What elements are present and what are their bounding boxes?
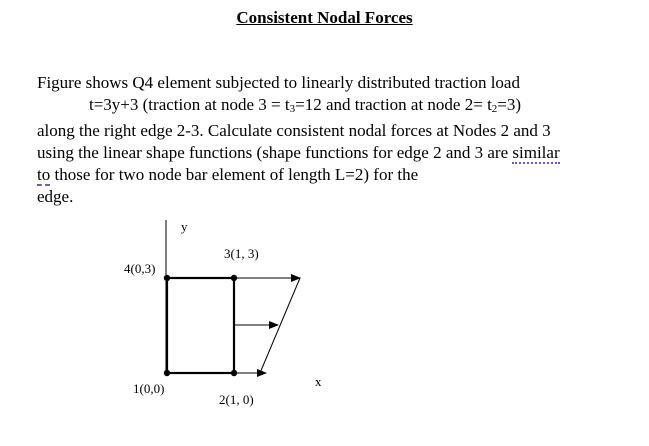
node-3-label: 3(1, 3)	[224, 246, 259, 261]
traction-close: =3)	[497, 95, 522, 114]
node-4	[164, 275, 170, 281]
page-title: Consistent Nodal Forces	[236, 8, 413, 27]
problem-line-4-text: using the linear shape functions (shape functions for edge 2 and 3 are	[37, 143, 513, 162]
problem-line-5-text: those for two node bar element of length L=2) for the	[50, 165, 419, 184]
x-axis-label: x	[315, 374, 322, 389]
spellcheck-marked-word[interactable]: similar	[512, 143, 560, 162]
y-axis-label: y	[181, 219, 188, 234]
problem-line-6: edge.	[37, 187, 74, 206]
node-1-label: 1(0,0)	[133, 381, 165, 396]
problem-line-1: Figure shows Q4 element subjected to linearly distributed traction load	[37, 73, 520, 92]
node-4-label: 4(0,3)	[124, 261, 156, 276]
grammar-marked-word[interactable]: to	[37, 165, 51, 184]
subscript-node3: 3	[289, 103, 296, 115]
q4-element-rectangle	[167, 278, 234, 373]
node-1	[164, 370, 170, 376]
traction-node2-text: =12 and traction at node 2= t	[295, 95, 492, 114]
traction-equation: t=3y+3 (traction at node 3 = t	[89, 95, 290, 114]
node-2-label: 2(1, 0)	[219, 392, 254, 407]
problem-line-3: along the right edge 2-3. Calculate consistent nodal forces at Nodes 2 and 3	[37, 121, 551, 140]
subscript-node2: 2	[491, 103, 498, 115]
